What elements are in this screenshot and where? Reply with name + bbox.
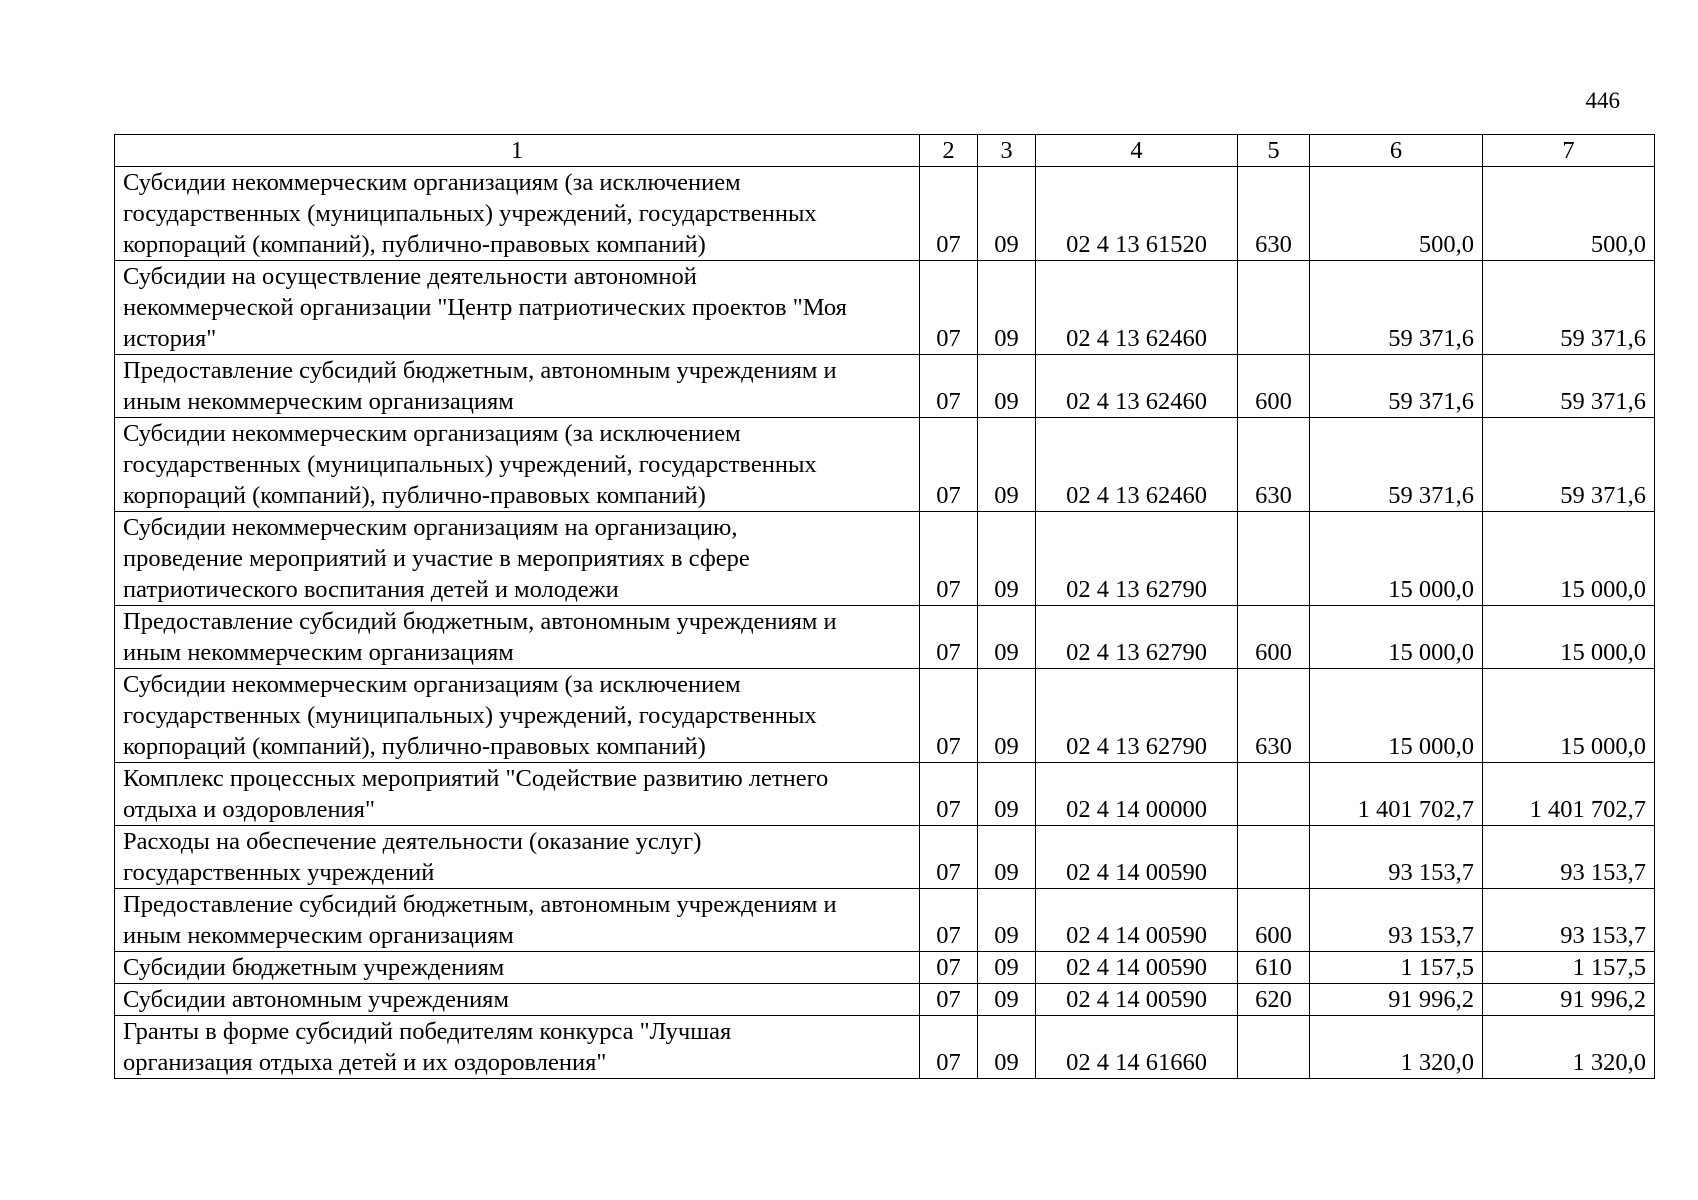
amount-year-1: 59 371,6	[1310, 355, 1483, 418]
description-line: государственных учреждений	[123, 859, 435, 886]
table-row	[115, 606, 1655, 669]
amount-year-2: 59 371,6	[1483, 261, 1655, 355]
section-code: 07	[920, 826, 978, 889]
target-article-code: 02 4 14 00000	[1036, 763, 1238, 826]
amount-year-1: 1 157,5	[1310, 952, 1483, 984]
amount-year-1: 91 996,2	[1310, 984, 1483, 1016]
target-article-code: 02 4 14 00590	[1036, 984, 1238, 1016]
row-description	[115, 952, 920, 984]
table-row	[115, 355, 1655, 418]
expense-type-code	[1238, 826, 1310, 889]
amount-year-2: 15 000,0	[1483, 512, 1655, 606]
section-code: 07	[920, 952, 978, 984]
description-line: государственных (муниципальных) учреждений, государственных	[123, 451, 817, 478]
row-description	[115, 606, 920, 669]
description-line: Предоставление субсидий бюджетным, автономным учреждениям и	[123, 608, 837, 635]
target-article-code: 02 4 13 62790	[1036, 669, 1238, 763]
target-article-code: 02 4 13 62460	[1036, 418, 1238, 512]
subsection-code: 09	[978, 606, 1036, 669]
column-header: 7	[1483, 135, 1655, 167]
description-line: Предоставление субсидий бюджетным, автономным учреждениям и	[123, 357, 837, 384]
description-line: организация отдыха детей и их оздоровления"	[123, 1049, 607, 1076]
expense-type-code	[1238, 1016, 1310, 1079]
amount-year-2: 1 401 702,7	[1483, 763, 1655, 826]
amount-year-1: 15 000,0	[1310, 669, 1483, 763]
expense-type-code: 620	[1238, 984, 1310, 1016]
section-code: 07	[920, 606, 978, 669]
table-row	[115, 418, 1655, 512]
table-row	[115, 167, 1655, 261]
expense-type-code: 630	[1238, 418, 1310, 512]
column-header: 3	[978, 135, 1036, 167]
row-description	[115, 261, 920, 355]
target-article-code: 02 4 14 61660	[1036, 1016, 1238, 1079]
expense-type-code	[1238, 763, 1310, 826]
description-line: иным некоммерческим организациям	[123, 639, 514, 666]
row-description	[115, 167, 920, 261]
subsection-code: 09	[978, 167, 1036, 261]
column-header: 2	[920, 135, 978, 167]
section-code: 07	[920, 355, 978, 418]
row-description	[115, 826, 920, 889]
target-article-code: 02 4 13 62790	[1036, 512, 1238, 606]
expense-type-code: 600	[1238, 355, 1310, 418]
section-code: 07	[920, 167, 978, 261]
description-line: Субсидии некоммерческим организациям на организацию,	[123, 514, 738, 541]
section-code: 07	[920, 984, 978, 1016]
target-article-code: 02 4 13 62460	[1036, 355, 1238, 418]
amount-year-1: 15 000,0	[1310, 606, 1483, 669]
amount-year-1: 500,0	[1310, 167, 1483, 261]
description-line: Субсидии автономным учреждениям	[123, 986, 509, 1013]
column-header: 6	[1310, 135, 1483, 167]
budget-table	[114, 134, 1655, 1079]
description-line: корпораций (компаний), публично-правовых компаний)	[123, 482, 706, 509]
amount-year-2: 15 000,0	[1483, 606, 1655, 669]
section-code: 07	[920, 669, 978, 763]
target-article-code: 02 4 14 00590	[1036, 826, 1238, 889]
amount-year-2: 15 000,0	[1483, 669, 1655, 763]
description-line: патриотического воспитания детей и молодежи	[123, 576, 619, 603]
table-row	[115, 889, 1655, 952]
description-line: история"	[123, 325, 217, 352]
row-description	[115, 355, 920, 418]
expense-type-code: 630	[1238, 669, 1310, 763]
description-line: иным некоммерческим организациям	[123, 388, 514, 415]
section-code: 07	[920, 763, 978, 826]
description-line: корпораций (компаний), публично-правовых компаний)	[123, 231, 706, 258]
amount-year-1: 59 371,6	[1310, 418, 1483, 512]
amount-year-1: 1 401 702,7	[1310, 763, 1483, 826]
table-row	[115, 512, 1655, 606]
amount-year-2: 1 157,5	[1483, 952, 1655, 984]
target-article-code: 02 4 14 00590	[1036, 889, 1238, 952]
table-row	[115, 763, 1655, 826]
column-header: 1	[115, 135, 920, 167]
amount-year-2: 1 320,0	[1483, 1016, 1655, 1079]
expense-type-code	[1238, 512, 1310, 606]
subsection-code: 09	[978, 984, 1036, 1016]
amount-year-1: 15 000,0	[1310, 512, 1483, 606]
subsection-code: 09	[978, 1016, 1036, 1079]
table-row	[115, 669, 1655, 763]
expense-type-code: 630	[1238, 167, 1310, 261]
description-line: Комплекс процессных мероприятий "Содействие развитию летнего	[123, 765, 829, 792]
row-description	[115, 669, 920, 763]
subsection-code: 09	[978, 512, 1036, 606]
description-line: некоммерческой организации "Центр патриотических проектов "Моя	[123, 294, 847, 321]
section-code: 07	[920, 1016, 978, 1079]
subsection-code: 09	[978, 261, 1036, 355]
table-row	[115, 261, 1655, 355]
row-description	[115, 763, 920, 826]
amount-year-2: 93 153,7	[1483, 826, 1655, 889]
description-line: Предоставление субсидий бюджетным, автономным учреждениям и	[123, 891, 837, 918]
section-code: 07	[920, 261, 978, 355]
amount-year-2: 59 371,6	[1483, 418, 1655, 512]
amount-year-1: 59 371,6	[1310, 261, 1483, 355]
description-line: Субсидии бюджетным учреждениям	[123, 954, 505, 981]
subsection-code: 09	[978, 355, 1036, 418]
page-number: 446	[1585, 88, 1620, 113]
subsection-code: 09	[978, 418, 1036, 512]
description-line: корпораций (компаний), публично-правовых компаний)	[123, 733, 706, 760]
description-line: Гранты в форме субсидий победителям конкурса "Лучшая	[123, 1018, 732, 1045]
expense-type-code: 610	[1238, 952, 1310, 984]
section-code: 07	[920, 512, 978, 606]
subsection-code: 09	[978, 826, 1036, 889]
subsection-code: 09	[978, 952, 1036, 984]
header-row	[115, 135, 1655, 167]
description-line: государственных (муниципальных) учреждений, государственных	[123, 200, 817, 227]
description-line: Субсидии некоммерческим организациям (за исключением	[123, 169, 741, 196]
description-line: государственных (муниципальных) учреждений, государственных	[123, 702, 817, 729]
row-description	[115, 889, 920, 952]
subsection-code: 09	[978, 669, 1036, 763]
amount-year-2: 91 996,2	[1483, 984, 1655, 1016]
expense-type-code: 600	[1238, 606, 1310, 669]
subsection-code: 09	[978, 763, 1036, 826]
description-line: иным некоммерческим организациям	[123, 922, 514, 949]
row-description	[115, 512, 920, 606]
description-line: отдыха и оздоровления"	[123, 796, 375, 823]
table-row	[115, 952, 1655, 984]
table-row	[115, 826, 1655, 889]
table-row	[115, 1016, 1655, 1079]
target-article-code: 02 4 13 62790	[1036, 606, 1238, 669]
description-line: Субсидии некоммерческим организациям (за исключением	[123, 420, 741, 447]
amount-year-2: 59 371,6	[1483, 355, 1655, 418]
table-body	[115, 167, 1655, 1079]
expense-type-code	[1238, 261, 1310, 355]
description-line: Субсидии некоммерческим организациям (за исключением	[123, 671, 741, 698]
column-header: 4	[1036, 135, 1238, 167]
row-description	[115, 1016, 920, 1079]
column-header: 5	[1238, 135, 1310, 167]
description-line: Расходы на обеспечение деятельности (оказание услуг)	[123, 828, 702, 855]
amount-year-1: 93 153,7	[1310, 889, 1483, 952]
target-article-code: 02 4 14 00590	[1036, 952, 1238, 984]
table-row	[115, 984, 1655, 1016]
amount-year-2: 93 153,7	[1483, 889, 1655, 952]
target-article-code: 02 4 13 61520	[1036, 167, 1238, 261]
amount-year-1: 1 320,0	[1310, 1016, 1483, 1079]
section-code: 07	[920, 418, 978, 512]
description-line: проведение мероприятий и участие в мероприятиях в сфере	[123, 545, 750, 572]
expense-type-code: 600	[1238, 889, 1310, 952]
amount-year-1: 93 153,7	[1310, 826, 1483, 889]
row-description	[115, 984, 920, 1016]
amount-year-2: 500,0	[1483, 167, 1655, 261]
description-line: Субсидии на осуществление деятельности автономной	[123, 263, 697, 290]
target-article-code: 02 4 13 62460	[1036, 261, 1238, 355]
row-description	[115, 418, 920, 512]
section-code: 07	[920, 889, 978, 952]
subsection-code: 09	[978, 889, 1036, 952]
